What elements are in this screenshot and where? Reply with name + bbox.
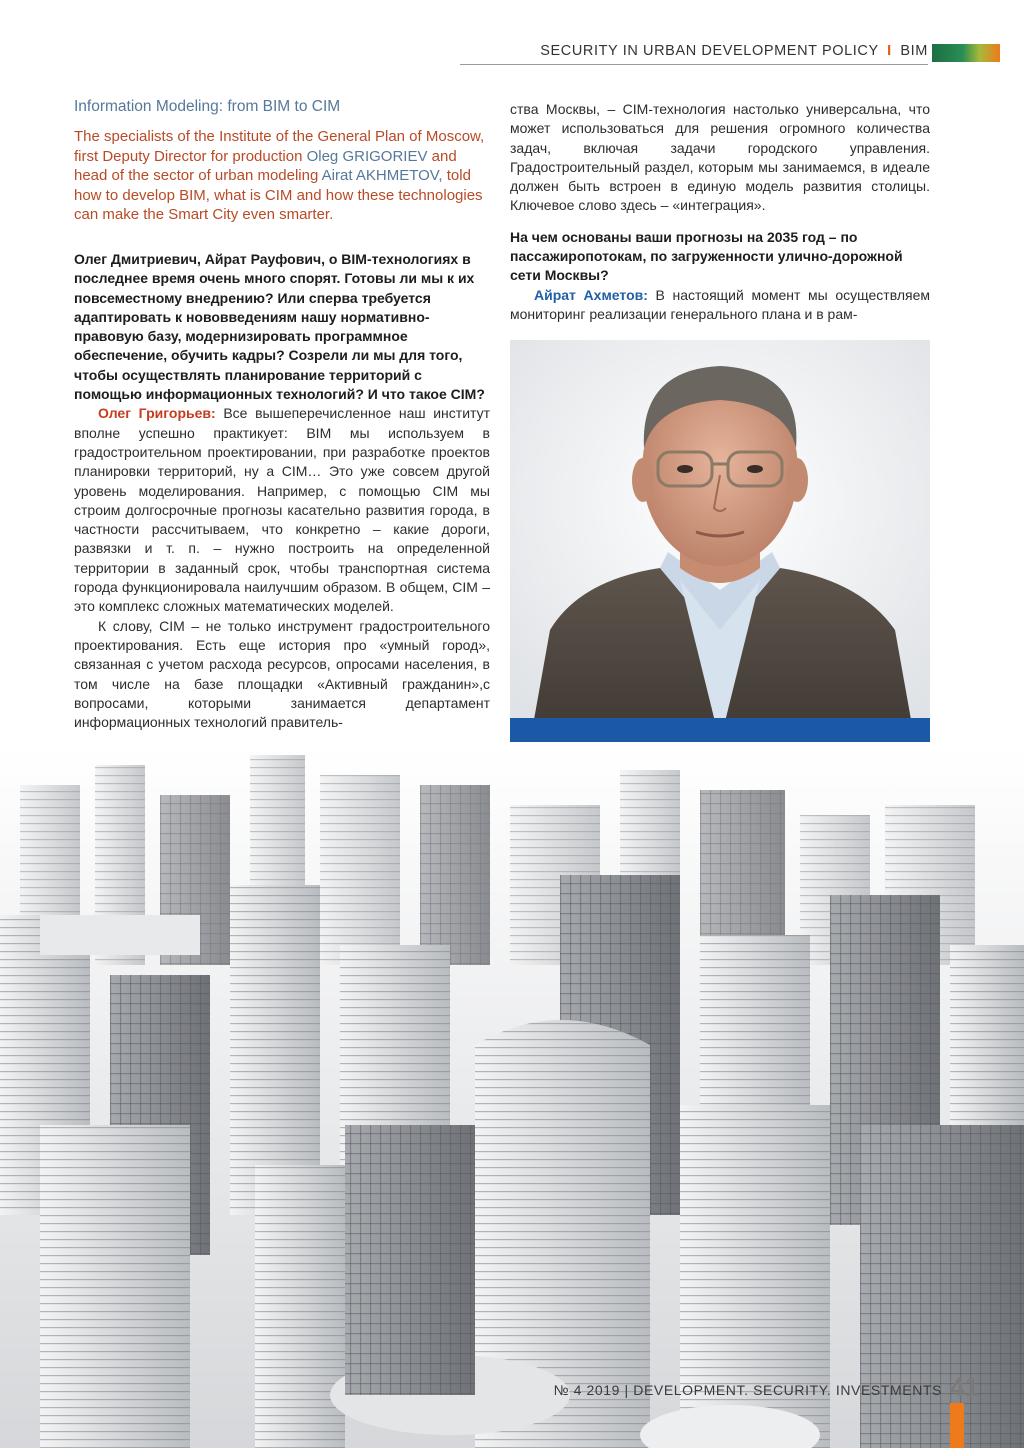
running-header xyxy=(0,40,1024,68)
header-section: SECURITY IN URBAN DEVELOPMENT POLICY xyxy=(540,43,879,59)
portrait-photo xyxy=(510,340,930,742)
right-column xyxy=(510,100,930,324)
lead-name2-last: AKHMETOV, xyxy=(355,167,443,184)
header-topic: BIM xyxy=(900,43,928,59)
continuation-paragraph: ства Москвы, – CIM-технология настолько универсальна, что может использоваться для решения огромного количества задач, включая задачи городского управления. Градостроительный раздел, которым мы занимаемся, в идеале должен быть встроен в единую модель развития столицы. Ключевое слово здесь – «интеграция». xyxy=(510,101,930,214)
article-lead xyxy=(74,127,492,225)
answer-akhmetov-text: В настоящий момент мы осуществляем мониторинг реализации генерального плана и в рам- xyxy=(510,286,930,322)
speaker-grigoriev: Олег Григорьев: xyxy=(98,405,216,422)
left-column xyxy=(74,250,490,732)
article-title: Information Modeling: from BIM to CIM xyxy=(74,98,341,115)
interview-question-1: Олег Дмитриевич, Айрат Рауфович, о BIM-технологиях в последнее время очень много спорят. Готовы ли мы к их повсеместному внедрению? Или сперва требуется адаптировать к нововведениям нашу нормативно-правовую базу, модернизировать программное обеспечение, обучить кадры? Созрели ли мы для того, чтобы осуществлять планирование территорий с помощью информационных технологий? И что такое CIM? xyxy=(74,251,485,403)
lead-part-2: and head of the sector of urban modeling xyxy=(74,147,457,184)
city-buildings-illustration xyxy=(0,745,1024,1448)
header-title xyxy=(540,43,928,59)
answer-grigoriev-text: Все вышеперечисленное наш институт вполне успешно практикует: BIM мы используем в градостроительном проектировании, при разработке проектов планировки территорий, ну а CIM… Это уже совсем другой уровень моделирования. Например, с помощью CIM мы строим долгосрочные прогнозы касательно развития города, в частности рассчитываем, что конкретно – какие дороги, развязки и т. п. – нужно построить на определенной территории в заданный срок, чтобы транспортная система города функционировала наилучшим образом. В общем, CIM – это комплекс сложных математических моделей. xyxy=(74,405,490,615)
answer-grigoriev xyxy=(74,404,490,616)
header-separator: I xyxy=(887,43,892,59)
header-color-bar xyxy=(932,44,1000,62)
lead-name1-last: GRIGORIEV xyxy=(342,147,428,165)
portrait-caption-band xyxy=(510,718,930,742)
lead-name1-first: Oleg xyxy=(306,147,339,165)
lead-part-3: told how to develop BIM, what is CIM and how these technologies can make the Smart City even smarter. xyxy=(74,167,483,223)
answer-akhmetov xyxy=(510,286,930,325)
page-number-marker xyxy=(950,1403,964,1448)
lead-name2-first: Airat xyxy=(321,167,353,184)
city-model-image xyxy=(0,745,1024,1448)
portrait-illustration xyxy=(510,340,930,742)
footer-issue: № 4 2019 | DEVELOPMENT. SECURITY. INVESTMENTS xyxy=(553,1382,942,1398)
header-rule xyxy=(460,64,928,65)
lead-part-1: The specialists of the Institute of the General Plan of Moscow, first Deputy Director for production xyxy=(74,128,485,165)
page-number: 41 xyxy=(950,1372,979,1402)
speaker-akhmetov: Айрат Ахметов: xyxy=(534,286,648,303)
interview-question-2: На чем основаны ваши прогнозы на 2035 год – по пассажиропотокам, по загруженности улично-дорожной сети Москвы? xyxy=(510,228,903,284)
paragraph-cim: К слову, CIM – не только инструмент градостроительного проектирования. Есть еще история про «умный город», связанная с учетом расхода ресурсов, опросами населения, в том числе на базе площадки «Активный гражданин»,с вопросами, которыми занимается департамент информационных технологий правитель- xyxy=(74,617,490,731)
